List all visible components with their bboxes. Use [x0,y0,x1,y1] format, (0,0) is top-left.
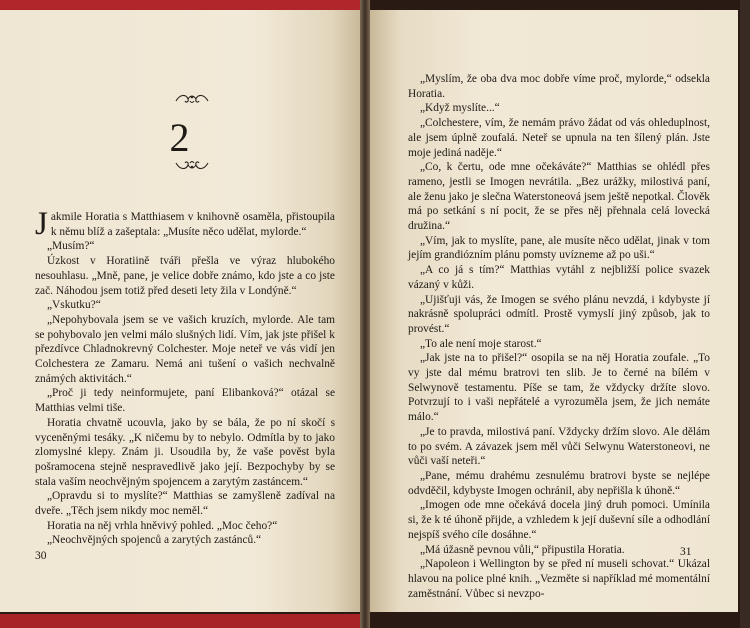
paragraph: Horatia chvatně ucouvla, jako by se bála, že po ní skočí s vyceněnými tesáky. „K ničemu by to nebylo. Odmítla by to jako zlomyslné klepy. Znám ji. Usoudila by, že vaše pověst byla pošramocena stejně nespravedlivě jako její. Bezpochyby by se stala vaším neochvějným spojencem a zarytým zastáncem.“ [35,416,335,488]
paragraph: „Jak jste na to přišel?“ osopila se na něj Horatia zoufale. „To vy jste dal mému bratrovi ten slib. Je to černé na bílém v Selwynově testamentu. Píše se tam, že vždycky držíte slovo. Potvrzují to i vaši nepřátelé a vyrozuměla jsem, že jich nemáte málo.“ [408,352,710,424]
paragraph: „Nepohybovala jsem se ve vašich kruzích, mylorde. Ale tam se pohybovalo jen velmi málo slušných lidí. Vím, jak jste přišel k přezdívce Chladnokrevný Colchester. Moje neteř ve vás vidí jen Colchestera ze Zamaru. Nemá ani tušení o vašich nechvalně známých aktivitách.“ [35,313,335,385]
cover-edge-bottom [0,614,370,628]
paragraph: „Vím, jak to myslíte, pane, ale musíte něco udělat, jinak v tom jejím grandiózním plánu pomsty uvízneme až po uši.“ [408,234,710,262]
paragraph: „Imogen ode mne očekává docela jiný druh pomoci. Umínila si, že k té úhoně přijde, a vzhledem k její duševní síle a odhodlání nejspíš svého cíle dosáhne.“ [408,499,710,541]
paragraph: „Proč ji tedy neinformujete, paní Elibanková?“ otázal se Matthias velmi tiše. [35,387,335,415]
paragraph: „Co, k čertu, ode mne očekáváte?“ Matthias se ohlédl přes rameno, jestli se Imogen nevrátila. „Bez urážky, milostivá paní, ale ženu jako je slečna Waterstoneová jsem ještě nepotkal. Člověk má po setkání s ní pocit, že se přes něj přehnala celá lovecká družina.“ [408,161,710,233]
left-body-text [35,206,335,548]
paragraph-text: akmile Horatia s Matthiasem v knihovně osaměla, přistoupila k němu blíž a zašeptala: „Musíte něco udělat, mylorde.“ [50,211,335,238]
paragraph: „Myslím, že oba dva moc dobře víme proč, mylorde,“ odsekla Horatia. [408,73,710,100]
paragraph: Horatia na něj vrhla hněvivý pohled. „Moc čeho?“ [47,519,278,532]
paragraph: „Ujišťuji vás, že Imogen se svého plánu nevzdá, i kdybyste jí nakrásně spolupráci odmítl. Prostě vymyslí jiný způsob, jak to provést.“ [408,293,710,335]
paragraph: „Opravdu si to myslíte?“ Matthias se zamyšleně zadíval na dveře. „Těch jsem nikdy moc neměl.“ [35,490,335,518]
page-number-right: 31 [680,546,692,558]
paragraph: „Musím?“ [47,240,95,253]
left-page [0,10,360,612]
paragraph: „Napoleon i Wellington by se před ní museli schovat.“ Ukázal hlavou na police plné knih. „Vezměte si například mé momentální zaměstnání. Vůbec si nevzpo- [408,558,710,600]
drop-cap: J [35,206,48,242]
paragraph: „Pane, mému drahému zesnulému bratrovi byste se nejlépe odvděčil, kdybyste Imogen ochránil, aby nepřišla k úhoně.“ [408,469,710,497]
chapter-number: 2 [169,115,191,160]
book-gutter [360,0,370,628]
paragraph: „Neochvějných spojenců a zarytých zastánců.“ [47,534,262,547]
paragraph: „Vskutku?“ [47,299,101,312]
paragraph: „Když myslíte...“ [420,102,500,115]
paragraph: „Má úžasně pevnou vůli,“ připustila Horatia. [420,543,625,556]
page-number-left: 30 [35,550,47,562]
paragraph: „A co já s tím?“ Matthias vytáhl z nejbližší police svazek vázaný v kůži. [408,264,710,291]
paragraph: „To ale není moje starost.“ [420,337,542,350]
paragraph [35,206,335,242]
flourish-ornament-top-icon [174,92,210,106]
right-body-text [408,72,710,601]
cover-edge-right [740,0,750,628]
paragraph: „Colchestere, vím, že nemám právo žádat od vás ohleduplnost, ale jsem úplně zoufalá. Neteř se upnula na ten šílený plán. Jste moje jediná naděje.“ [408,117,710,159]
paragraph: Úzkost v Horatiině tváři přešla ve výraz hlubokého nesouhlasu. „Mně, pane, je velice dobře známo, kdo jste a co jste zač. Náhodou jsem totiž před deseti lety žila v Londýně.“ [35,255,335,297]
flourish-ornament-bottom-icon [174,158,210,172]
paragraph: „Je to pravda, milostivá paní. Vždycky držím slovo. Ale dělám to po svém. A závazek jsem měl vůči Selwynu Waterstoneovi, ne vůči vaší neteři.“ [408,425,710,468]
right-page [370,10,738,612]
